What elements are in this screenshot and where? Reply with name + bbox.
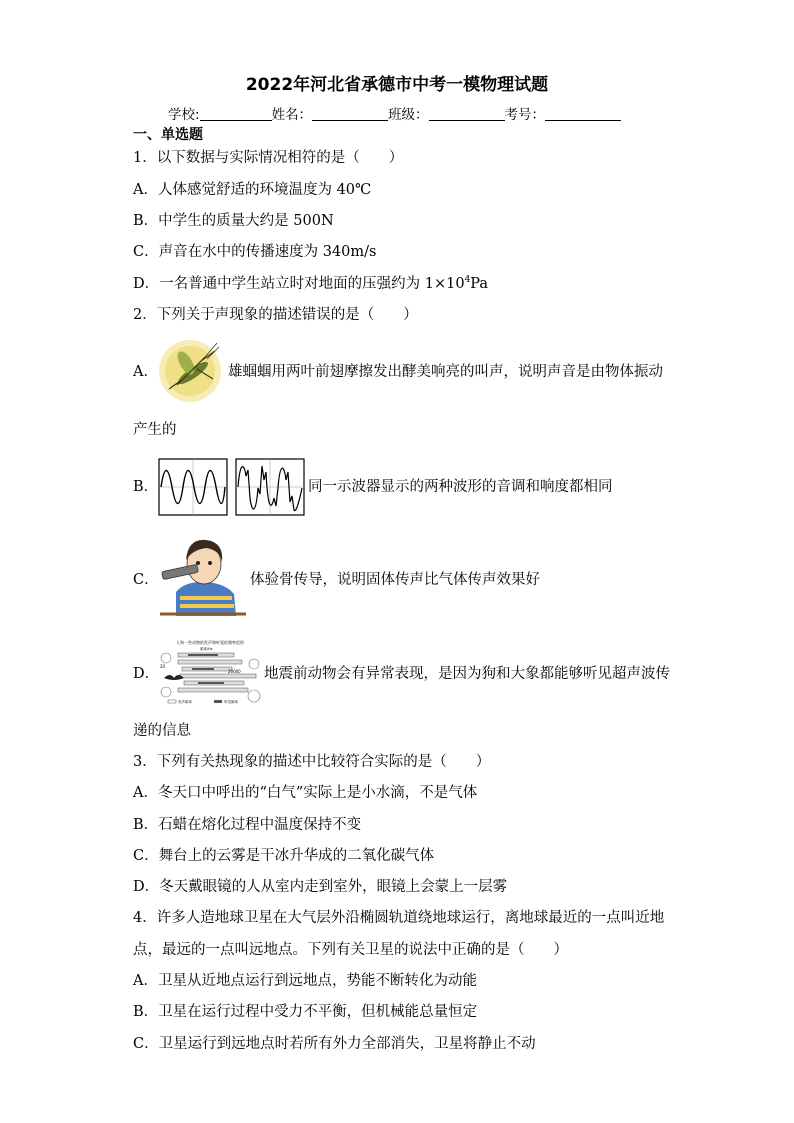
- student-info-line: [168, 103, 621, 123]
- q4-stem-line2: 点，最远的一点叫远地点。下列有关卫星的说法中正确的是（ ）: [133, 942, 568, 958]
- page-title: 2022年河北省承德市中考一模物理试题: [245, 75, 549, 95]
- q1-stem: 1．以下数据与实际情况相符的是（ ）: [133, 150, 404, 166]
- q3-option-d: D．冬天戴眼镜的人从室内走到室外，眼镜上会蒙上一层雾: [133, 879, 508, 895]
- number-label: 考号：: [504, 107, 546, 123]
- name-blank: [312, 107, 388, 121]
- figure-legend-sound: 发声频率: [178, 700, 192, 704]
- name-label: 姓名：: [271, 107, 313, 123]
- q2-option-a-continued: 产生的: [133, 422, 177, 438]
- class-label: 班级：: [388, 107, 429, 123]
- class-blank: [429, 107, 505, 121]
- figure-legend-hearing: 听觉频率: [224, 700, 238, 704]
- q2-option-c-label: C．: [133, 572, 159, 588]
- figure-number-high: 20000: [228, 669, 241, 674]
- q2-option-b-label: B．: [133, 479, 159, 495]
- katydid-image: [157, 339, 223, 403]
- school-blank: [200, 107, 272, 121]
- q4-option-b: B．卫星在运行过程中受力不平衡，但机械能总量恒定: [133, 1004, 478, 1020]
- figure-number-low: 20: [160, 664, 166, 669]
- q1-option-b: B．中学生的质量大约是 500N: [133, 213, 334, 229]
- q3-option-a: A．冬天口中呼出的“白气”实际上是小水滴，不是气体: [133, 785, 478, 801]
- q4-option-c: C．卫星运行到远地点时若所有外力全部消失，卫星将静止不动: [133, 1036, 536, 1052]
- q3-option-b: B．石蜡在熔化过程中温度保持不变: [133, 817, 362, 833]
- oscilloscope-waveforms-image: [158, 458, 306, 516]
- q2-option-b-text: 同一示波器显示的两种波形的音调和响度都相同: [308, 479, 613, 495]
- figure-caption: 人和一些动物的发声和听觉的频率范围: [176, 640, 244, 645]
- q2-option-d-text: 地震前动物会有异常表现，是因为狗和大象都能够听见超声波传: [264, 666, 670, 682]
- q1-option-a: A．人体感觉舒适的环境温度为 40℃: [133, 182, 372, 198]
- figure-axis-label: 频率/Hz: [200, 647, 213, 651]
- q2-option-a-text: 雄蝈蝈用两叶前翅摩擦发出酵美响亮的叫声，说明声音是由物体振动: [228, 364, 663, 380]
- bone-conduction-boy-image: [160, 534, 246, 616]
- school-label: 学校:: [168, 107, 200, 123]
- q2-option-c-text: 体验骨传导，说明固体传声比气体传声效果好: [250, 572, 540, 588]
- number-blank: [545, 107, 621, 121]
- q3-option-c: C．舞台上的云雾是干冰升华成的二氧化碳气体: [133, 848, 435, 864]
- q3-stem: 3．下列有关热现象的描述中比较符合实际的是（ ）: [133, 754, 491, 770]
- section-heading: 一、单选题: [133, 127, 203, 143]
- q1-option-d: D．一名普通中学生站立时对地面的压强约为 $1\times 10^4Pa$: [133, 275, 489, 292]
- q1-option-c: C．声音在水中的传播速度为 340m/s: [133, 244, 377, 260]
- q2-option-d-label: D．: [133, 666, 160, 682]
- q2-option-d-continued: 递的信息: [133, 723, 191, 739]
- q2-stem: 2．下列关于声现象的描述错误的是（ ）: [133, 307, 418, 323]
- q4-stem-line1: 4．许多人造地球卫星在大气层外沿椭圆轨道绕地球运行，离地球最近的一点叫近地: [133, 910, 665, 926]
- q2-option-a-label: A．: [133, 364, 158, 380]
- hearing-range-figure: [158, 636, 262, 710]
- q4-option-a: A．卫星从近地点运行到远地点，势能不断转化为动能: [133, 973, 477, 989]
